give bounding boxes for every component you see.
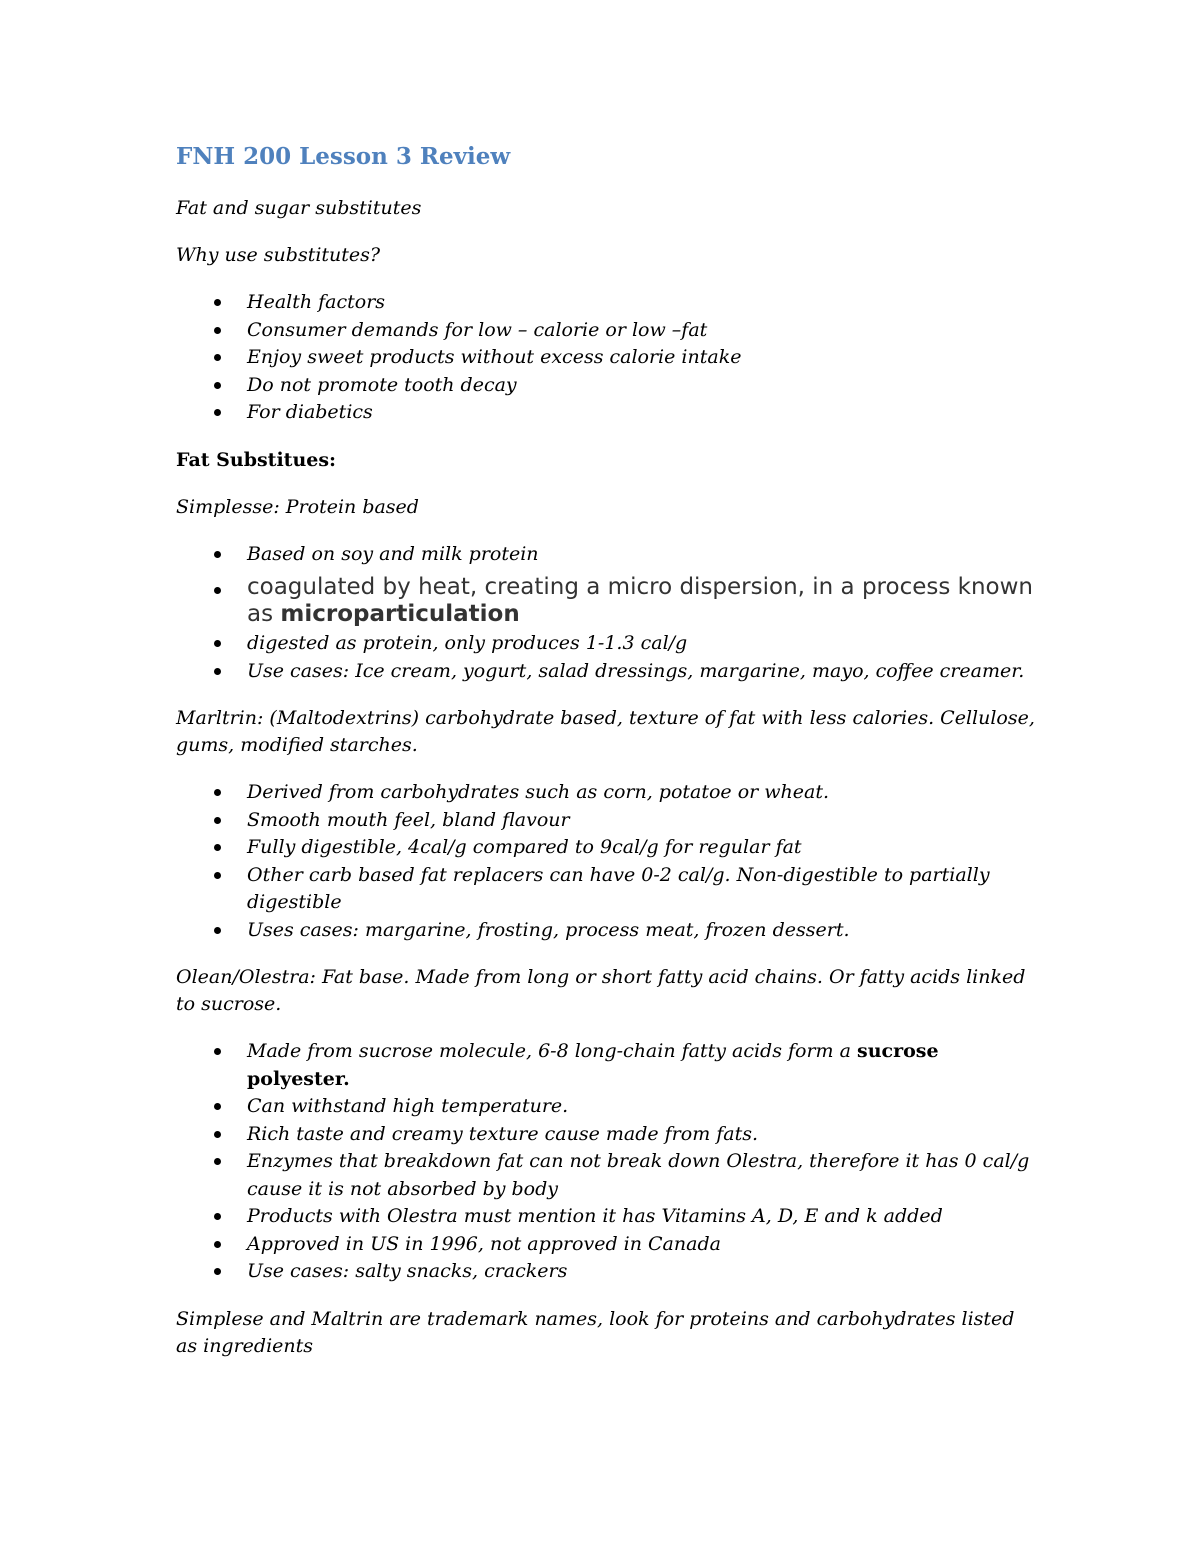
document-title: FNH 200 Lesson 3 Review [176,143,511,170]
list-item-text: Made from sucrose molecule, 6-8 long-chain fatty acids form a [247,1040,857,1062]
list-item: Do not promote tooth decay [176,372,1036,400]
list-item: Products with Olestra must mention it has Vitamins A, D, E and k added [176,1203,1036,1231]
why-list [176,289,1036,427]
list-item: Consumer demands for low – calorie or low –fat [176,317,1036,345]
simplesse-list [176,541,1036,686]
list-item [176,574,1036,628]
list-item: Smooth mouth feel, bland flavour [176,807,1036,835]
list-item-bold-term: microparticulation [280,601,520,627]
olestra-heading: Olean/Olestra: Fat base. Made from long or short fatty acid chains. Or fatty acids linked to sucrose. [176,966,1026,1015]
fat-substitutes-heading: Fat Substitues: [176,448,337,471]
list-item: Enzymes that breakdown fat can not break down Olestra, therefore it has 0 cal/g cause it is not absorbed by body [176,1148,1036,1203]
list-item: Derived from carbohydrates such as corn, potatoe or wheat. [176,779,1036,807]
simplesse-heading: Simplesse: Protein based [176,495,419,518]
list-item: Use cases: salty snacks, crackers [176,1258,1036,1286]
why-heading: Why use substitutes? [176,244,381,266]
list-item: Use cases: Ice cream, yogurt, salad dressings, margarine, mayo, coffee creamer. [176,658,1036,686]
list-item: Health factors [176,289,1036,317]
list-item-bold-term: sucrose polyester. [247,1040,939,1090]
list-item: Other carb based fat replacers can have 0-2 cal/g. Non-digestible to partially digestible [176,862,1036,917]
maltrin-list [176,779,1036,944]
subtitle: Fat and sugar substitutes [176,197,422,219]
list-item: Can withstand high temperature. [176,1093,1036,1121]
list-item: Enjoy sweet products without excess calorie intake [176,344,1036,372]
maltrin-heading: Marltrin: (Maltodextrins) carbohydrate based, texture of fat with less calories. Cellulose, gums, modified starches. [176,707,1035,756]
olestra-list [176,1038,1036,1286]
list-item: Based on soy and milk protein [176,541,1036,569]
list-item: Fully digestible, 4cal/g compared to 9cal/g for regular fat [176,834,1036,862]
list-item [176,1038,1036,1093]
list-item: For diabetics [176,399,1036,427]
list-item-text: coagulated by heat, creating a micro dispersion, in a process known as [247,574,1034,627]
list-item: Uses cases: margarine, frosting, process meat, frozen dessert. [176,917,1036,945]
list-item: Approved in US in 1996, not approved in Canada [176,1231,1036,1259]
list-item: Rich taste and creamy texture cause made from fats. [176,1121,1036,1149]
closing-note: Simplese and Maltrin are trademark names, look for proteins and carbohydrates listed as ingredients [176,1307,1015,1357]
document-page [176,138,1036,1380]
list-item: digested as protein, only produces 1-1.3 cal/g [176,630,1036,658]
